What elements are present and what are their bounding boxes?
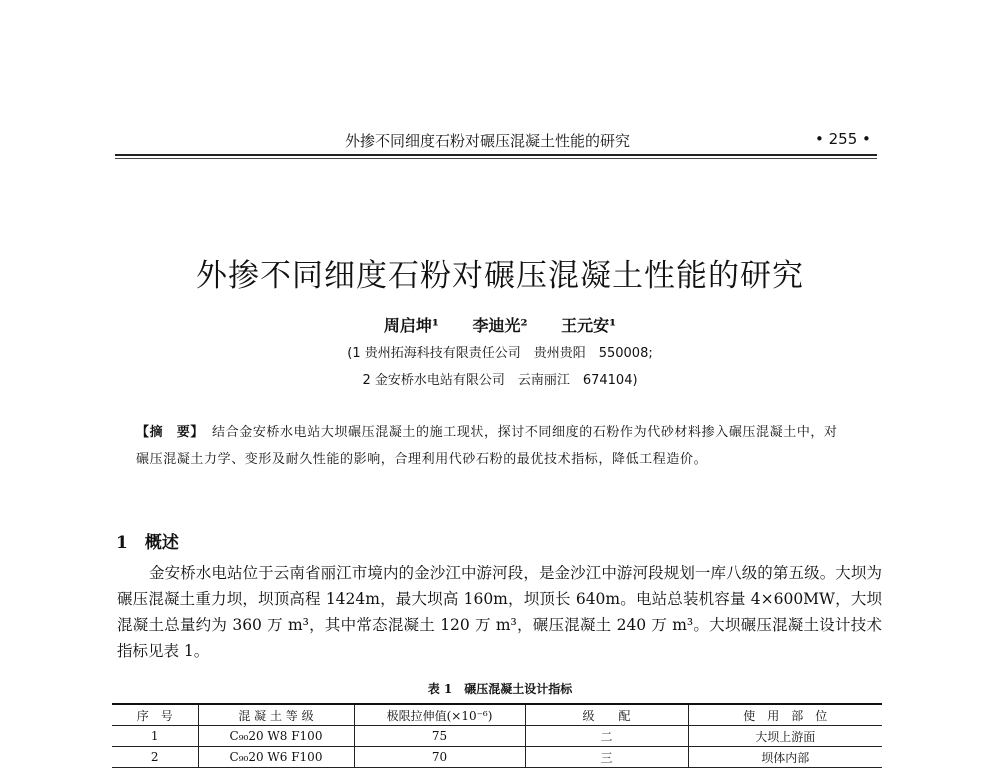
table-cell: 大坝上游面	[688, 726, 882, 747]
table-cell: 二	[525, 726, 688, 747]
affiliation: 2 金安桥水电站有限公司 云南丽江 674104)	[362, 373, 638, 388]
author: 王元安¹	[561, 316, 617, 335]
abstract-text: 结合金安桥水电站大坝碾压混凝土的施工现状，探讨不同细度的石粉作为代砂材料掺入碾压混凝土中，对碾压混凝土力学、变形及耐久性能的影响，合理利用代砂石粉的最优技术指标，降低工程造价。	[136, 425, 838, 467]
table-row	[112, 747, 882, 768]
header-rule	[115, 158, 877, 159]
table-cell: 2	[150, 750, 159, 764]
column-header: 序 号	[136, 708, 173, 723]
page-number: • 255 •	[815, 130, 871, 148]
table-row	[112, 726, 882, 747]
table-cell: 三	[525, 747, 688, 768]
table-header-row	[112, 704, 882, 726]
author: 周启坤¹	[383, 316, 439, 335]
table-cell: 75	[354, 726, 525, 747]
column-header: 混 凝 土 等 级	[198, 704, 354, 726]
column-header: 级 配	[525, 704, 688, 726]
author: 李迪光²	[472, 316, 528, 335]
abstract	[136, 420, 846, 473]
header-rule	[115, 154, 877, 156]
affiliation: (1 贵州拓海科技有限责任公司 贵州贵阳 550008;	[347, 346, 653, 361]
body-paragraph: 金安桥水电站位于云南省丽江市境内的金沙江中游河段，是金沙江中游河段规划一库八级的第五级。大坝为碾压混凝土重力坝，坝顶高程 1424m，最大坝高 160m，坝顶长 640m。电站总装机容量 4×600MW，大坝混凝土总量约为 360 万 m³，其中常态混凝土 120 万 m³，碾压混凝土 240 万 m³。大坝碾压混凝土设计技术指标见表 1。	[117, 564, 882, 660]
table-caption: 表 1 碾压混凝土设计指标	[427, 682, 573, 696]
table-cell: 1	[150, 729, 159, 743]
table-cell: 坝体内部	[688, 747, 882, 768]
table-cell: C₉₀20 W6 F100	[198, 747, 354, 768]
paper-title: 外掺不同细度石粉对碾压混凝土性能的研究	[196, 258, 804, 294]
column-header: 使 用 部 位	[688, 704, 882, 726]
running-title: 外掺不同细度石粉对碾压混凝土性能的研究	[345, 132, 631, 150]
column-header: 极限拉伸值(×10⁻⁶)	[354, 704, 525, 726]
abstract-label: 【摘 要】	[136, 425, 205, 440]
design-index-table	[112, 703, 882, 768]
table-cell: 70	[354, 747, 525, 768]
author-list	[0, 313, 1000, 336]
table-cell: C₉₀20 W8 F100	[198, 726, 354, 747]
section-heading: 1 概述	[116, 533, 179, 553]
